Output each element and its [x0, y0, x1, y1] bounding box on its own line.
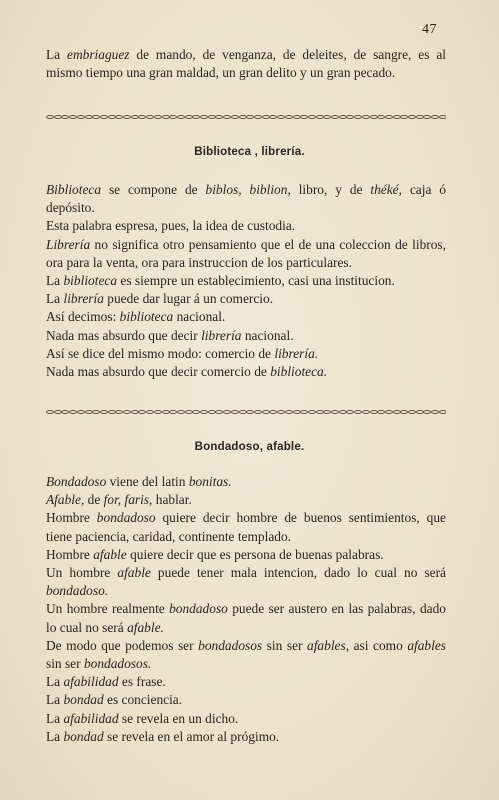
divider-link: [123, 115, 131, 119]
italic-term: Afable,: [46, 492, 85, 508]
divider-link: [69, 410, 77, 414]
text-run: , asi como: [345, 637, 408, 653]
text-run: puede ser austero en las palabras, dado lo cual no será: [46, 601, 446, 635]
paragraph: [46, 546, 446, 564]
text-run: se revela en el amor al prógimo.: [103, 728, 280, 744]
paragraph: [46, 691, 446, 709]
italic-term: afable.: [127, 619, 164, 635]
divider-link: [431, 410, 439, 414]
divider-link: [439, 115, 446, 119]
text-run: sin ser: [262, 637, 308, 653]
divider-link: [100, 410, 108, 414]
paragraph: [46, 509, 446, 545]
paragraph: [46, 710, 446, 728]
paragraph: [46, 327, 446, 345]
divider-link: [254, 115, 262, 119]
paragraph: [46, 236, 446, 272]
text-run: quiere decir que es persona de buenas palabras.: [126, 546, 384, 562]
divider-link: [123, 410, 131, 414]
text-run: La: [46, 710, 64, 726]
italic-term: biblioteca.: [270, 364, 328, 380]
text-run: se compone de: [101, 182, 206, 197]
text-run: se revela en un dicho.: [118, 710, 239, 726]
divider-link: [200, 115, 208, 119]
text-run: caja ó depósito.: [46, 182, 446, 216]
text-run: hablar.: [152, 492, 192, 508]
divider-link: [331, 410, 339, 414]
paragraph: [46, 473, 446, 491]
divider-link: [439, 410, 446, 414]
text-run: Así decimos:: [46, 309, 120, 325]
divider-link: [200, 410, 208, 414]
italic-term: librería.: [274, 345, 319, 361]
paragraph: [46, 272, 446, 290]
divider-link: [231, 410, 239, 414]
divider-link: [331, 115, 339, 119]
text-run: puede tener mala intencion, dado lo cual no será: [150, 565, 446, 581]
italic-term: théké,: [370, 182, 402, 197]
italic-term: bondad: [63, 692, 104, 708]
text-run: De modo que podemos ser: [46, 637, 199, 653]
text-run: viene del latin: [106, 474, 189, 489]
italic-term: afabilidad: [63, 710, 119, 726]
italic-term: bondadosos.: [83, 656, 152, 672]
text-run: quiere decir hombre de buenos sentimientos, que tiene paciencia, caridad, continente templado.: [46, 510, 446, 544]
divider-link: [385, 115, 393, 119]
text-run: Un hombre: [46, 565, 118, 581]
text-run: La: [46, 291, 64, 307]
paragraph: [46, 308, 446, 326]
italic-term: biblos, biblion,: [205, 182, 291, 197]
paragraph: [46, 290, 446, 308]
text-run: es conciencia.: [103, 692, 183, 708]
divider-link: [285, 410, 293, 414]
divider-link: [223, 115, 231, 119]
italic-term: afables: [407, 637, 446, 653]
intro-text: [46, 46, 446, 82]
italic-term: afable: [117, 565, 151, 581]
text-run: Nada mas absurdo que decir: [46, 327, 202, 343]
divider-link: [385, 410, 393, 414]
italic-term: afables: [307, 637, 346, 653]
text-run: La: [46, 692, 64, 708]
text-run: nacional.: [241, 327, 294, 343]
paragraph: [46, 363, 446, 381]
section-heading-bondadoso: Bondadoso, afable.: [194, 441, 305, 453]
italic-term: biblioteca: [63, 273, 118, 289]
divider-link: [100, 115, 108, 119]
divider-link: [362, 115, 370, 119]
divider-link: [154, 115, 162, 119]
text-run: La: [46, 47, 68, 62]
section-biblioteca-text: [46, 181, 446, 381]
divider-link: [77, 410, 85, 414]
paragraph: [46, 637, 446, 673]
paragraph: [46, 673, 446, 691]
divider-link: [285, 115, 293, 119]
text-run: de: [84, 492, 104, 508]
divider-link: [177, 115, 185, 119]
divider-link: [46, 410, 54, 414]
italic-term: embriaguez: [67, 47, 130, 62]
text-run: La: [46, 273, 64, 289]
divider-link: [77, 115, 85, 119]
text-run: puede dar lugar á un comercio.: [103, 291, 274, 307]
italic-term: librería: [201, 327, 242, 343]
divider-link: [408, 410, 416, 414]
section-bondadoso-text: [46, 473, 446, 746]
text-run: es frase.: [118, 674, 166, 690]
text-run: Nada mas absurdo que decir comercio de: [46, 364, 271, 380]
paragraph: [46, 217, 446, 235]
divider-link: [46, 115, 54, 119]
divider-link: [362, 410, 370, 414]
divider-link: [308, 115, 316, 119]
divider-link: [354, 410, 362, 414]
section-heading-biblioteca: Biblioteca , librería.: [194, 146, 305, 158]
text-run: nacional.: [173, 309, 226, 325]
paragraph: [46, 181, 446, 217]
italic-term: librería: [63, 291, 104, 307]
italic-term: bondadoso: [169, 601, 228, 617]
divider-link: [154, 410, 162, 414]
divider-link: [69, 115, 77, 119]
page-number: 47: [422, 22, 437, 37]
divider-link: [223, 410, 231, 414]
divider-link: [177, 410, 185, 414]
italic-term: Biblioteca: [46, 182, 102, 197]
divider-link: [408, 115, 416, 119]
italic-term: for, faris,: [103, 492, 153, 508]
paragraph: [46, 728, 446, 746]
divider-link: [231, 115, 239, 119]
text-run: de mando, de venganza, de deleites, de sangre, es al mismo tiempo una gran maldad, un gran delito y un gran pecado.: [46, 47, 446, 81]
italic-term: bondadoso: [96, 510, 156, 526]
paragraph: [46, 564, 446, 600]
text-run: es siempre un establecimiento, casi una institucion.: [117, 273, 395, 289]
text-run: Hombre: [46, 510, 97, 526]
italic-term: biblioteca: [119, 309, 174, 325]
paragraph: [46, 491, 446, 509]
italic-term: bondadosos: [198, 637, 263, 653]
divider-link: [354, 115, 362, 119]
text-run: Hombre: [46, 546, 94, 562]
text-run: no significa otro pensamiento que el de una coleccion de libros, ora para la venta, ora para instruccion de los particulares.: [46, 236, 446, 270]
text-run: Así se dice del mismo modo: comercio de: [46, 345, 275, 361]
italic-term: Librería: [46, 236, 91, 252]
italic-term: afabilidad: [63, 674, 119, 690]
text-run: sin ser: [46, 656, 84, 672]
italic-term: bondadoso.: [46, 583, 109, 599]
italic-term: bonitas.: [188, 474, 232, 489]
text-run: La: [46, 674, 64, 690]
ornamental-divider: [46, 113, 446, 121]
text-run: La: [46, 728, 64, 744]
divider-link: [254, 410, 262, 414]
italic-term: Bondadoso: [46, 474, 107, 489]
text-run: libro, y de: [290, 182, 371, 197]
divider-link: [431, 115, 439, 119]
italic-term: bondad: [63, 728, 104, 744]
divider-link: [146, 115, 154, 119]
paragraph: [46, 600, 446, 636]
divider-link: [277, 115, 285, 119]
paragraph: [46, 345, 446, 363]
divider-link: [308, 410, 316, 414]
divider-link: [146, 410, 154, 414]
italic-term: afable: [93, 546, 127, 562]
divider-link: [277, 410, 285, 414]
text-run: Un hombre realmente: [46, 601, 170, 617]
paragraph: [46, 46, 446, 82]
ornamental-divider: [46, 408, 446, 416]
text-run: Esta palabra espresa, pues, la idea de custodia.: [46, 218, 296, 234]
